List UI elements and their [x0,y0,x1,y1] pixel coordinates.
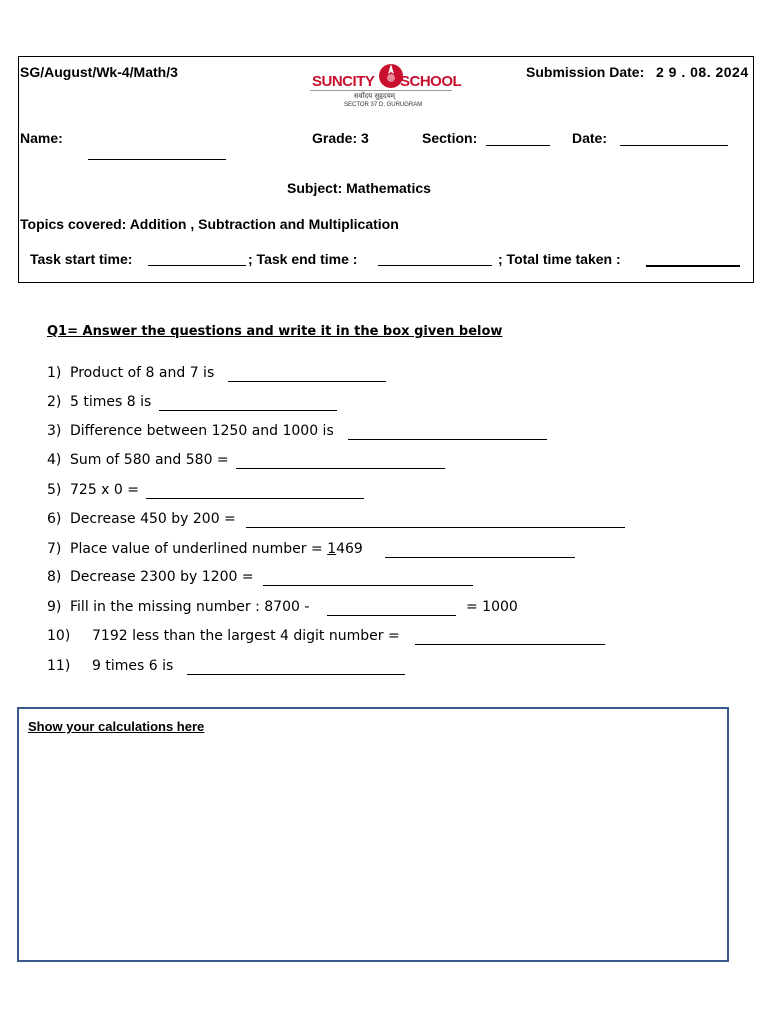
grade-label: Grade: 3 [312,130,369,146]
subject-line: Subject: Mathematics [287,180,431,196]
question-7 [47,541,607,561]
date-label: Date: [572,130,608,146]
section-field[interactable] [486,145,550,146]
question-text-post: 469 [336,541,363,557]
answer-blank[interactable] [146,498,364,499]
question-number: 2) [47,394,62,410]
name-label: Name: [20,130,63,146]
question-number: 10) [47,628,71,644]
question-8 [47,569,607,589]
question-number: 8) [47,569,62,585]
question-3 [47,423,607,443]
question-text: Sum of 580 and 580 = [70,452,229,468]
submission-date-label: Submission Date: [526,64,645,80]
question-number: 9) [47,599,62,615]
answer-blank[interactable] [415,644,605,645]
logo-word-suncity: SUNCITY [312,73,375,90]
worksheet-code: SG/August/Wk-4/Math/3 [20,64,178,80]
question-number: 3) [47,423,62,439]
question-number: 1) [47,365,62,381]
question-text: Product of 8 and 7 is [70,365,215,381]
question-number: 7) [47,541,62,557]
q1-heading: Q1= Answer the questions and write it in the box given below [47,324,503,339]
question-5 [47,482,607,502]
question-suffix: = 1000 [466,599,518,615]
question-10 [47,628,617,648]
total-time-field[interactable] [646,265,740,267]
question-number: 5) [47,482,62,498]
question-number: 4) [47,452,62,468]
calculations-box[interactable] [17,707,729,962]
school-logo [306,58,462,110]
question-text: Difference between 1250 and 1000 is [70,423,334,439]
question-6 [47,511,647,531]
calculations-label: Show your calculations here [28,719,205,734]
question-text: 7192 less than the largest 4 digit number = [92,628,400,644]
logo-divider [310,90,452,91]
question-4 [47,452,607,472]
task-start-label: Task start time: [30,251,133,267]
answer-blank[interactable] [385,557,575,558]
answer-blank[interactable] [348,439,547,440]
logo-address: SECTOR 37 D, GURUGRAM [344,102,423,108]
logo-word-school: SCHOOL [400,73,462,90]
question-11 [47,658,607,678]
question-text-pre: Place value of underlined number = [70,541,328,557]
question-text: Fill in the missing number : 8700 - [70,599,310,615]
question-text: Decrease 2300 by 1200 = [70,569,254,585]
answer-blank[interactable] [327,615,456,616]
question-text [70,541,363,557]
answer-blank[interactable] [159,410,337,411]
answer-blank[interactable] [263,585,473,586]
task-end-field[interactable] [378,265,492,266]
answer-blank[interactable] [246,527,625,528]
topics-line: Topics covered: Addition , Subtraction and Multiplication [20,216,399,232]
answer-blank[interactable] [228,381,386,382]
task-start-field[interactable] [148,265,246,266]
question-text: 725 x 0 = [70,482,139,498]
date-field[interactable] [620,145,728,146]
answer-blank[interactable] [236,468,445,469]
question-9 [47,599,607,619]
underlined-digit: 1 [327,541,337,557]
question-number: 6) [47,511,62,527]
section-label: Section: [422,130,478,146]
task-end-label: ; Task end time : [248,251,358,267]
answer-blank[interactable] [187,674,405,675]
logo-hindi-motto: सर्वोदय सुहृदयम् [354,92,395,100]
submission-date-value: 2 9 . 08. 2024 [656,64,749,80]
total-time-label: ; Total time taken : [498,251,621,267]
question-text: 9 times 6 is [92,658,174,674]
name-field[interactable] [88,159,226,160]
question-text: 5 times 8 is [70,394,152,410]
question-text: Decrease 450 by 200 = [70,511,236,527]
question-1 [47,365,607,385]
question-number: 11) [47,658,71,674]
question-2 [47,394,607,414]
